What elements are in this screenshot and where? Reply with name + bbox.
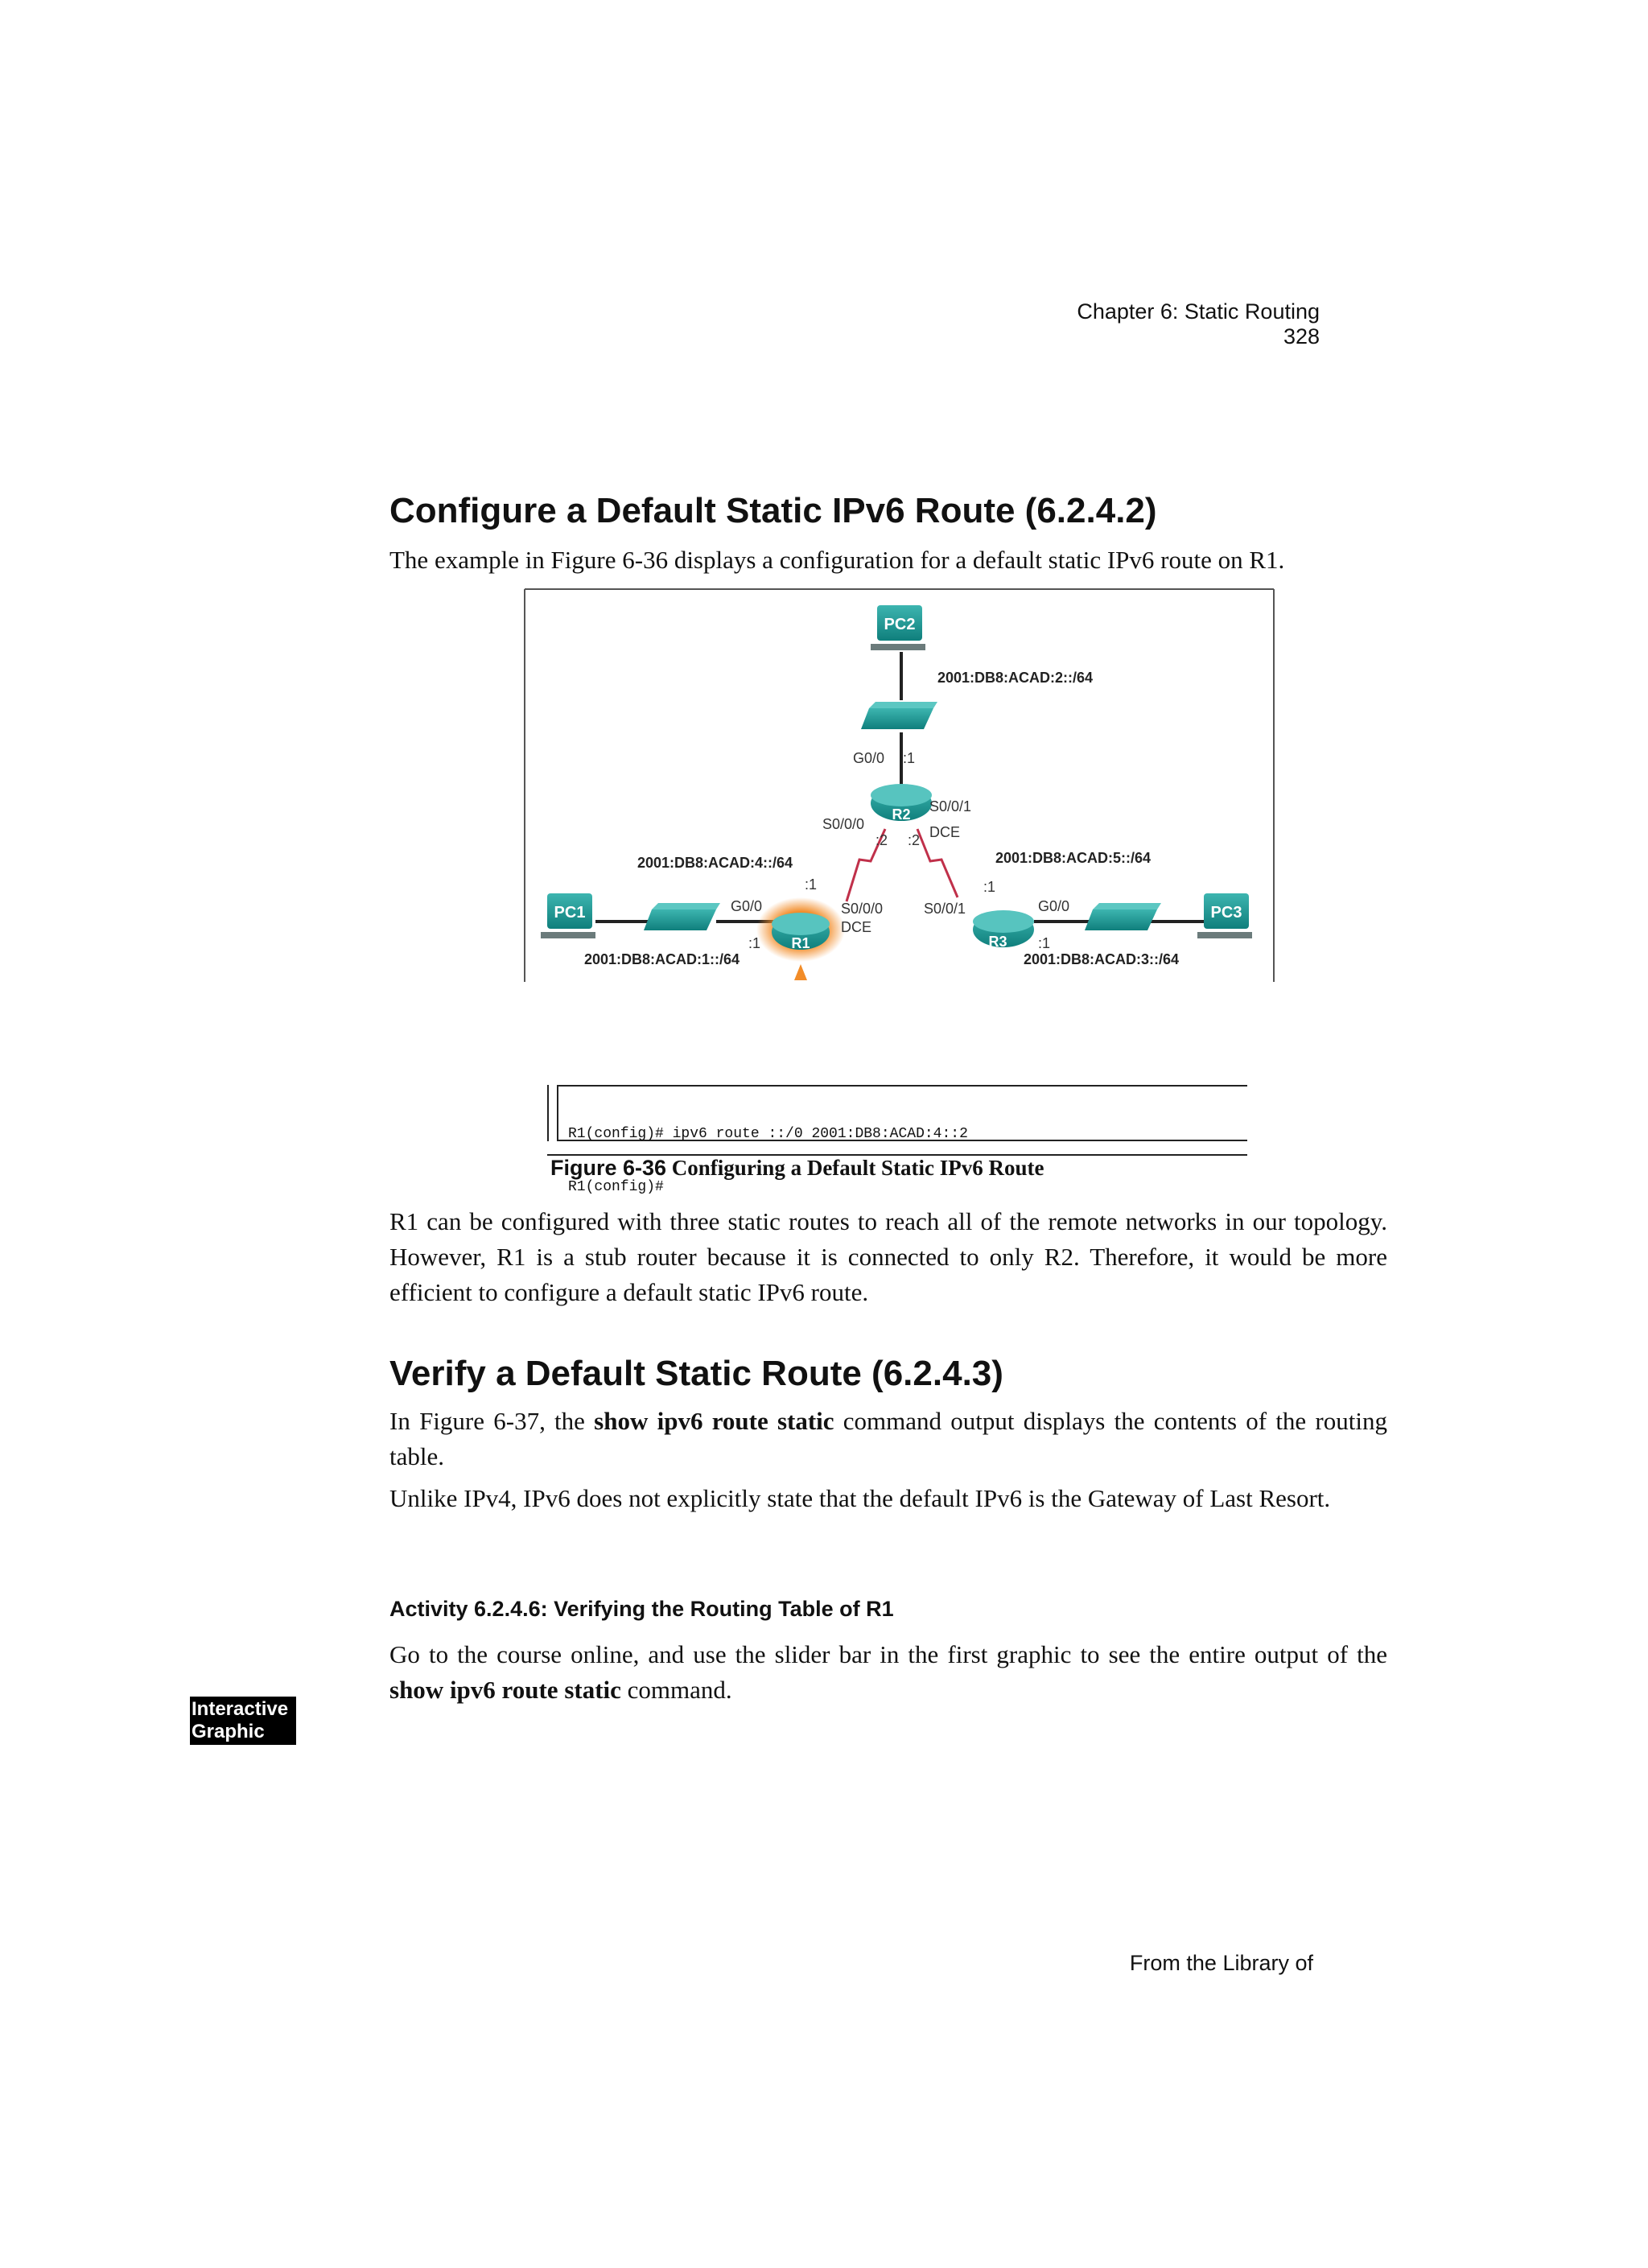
pc1-icon xyxy=(541,893,595,938)
r2-g00-host: :1 xyxy=(903,750,916,766)
net5-label: 2001:DB8:ACAD:5::/64 xyxy=(995,850,1152,866)
r1-label: R1 xyxy=(791,935,810,951)
section-intro: The example in Figure 6-36 displays a configuration for a default static IPv6 route on R1. xyxy=(389,546,1285,574)
cli-line: R1(config)# ipv6 route ::/0 2001:DB8:ACAD:4::2 xyxy=(568,1126,968,1142)
r1-dce-label: DCE xyxy=(841,919,872,935)
r2-dce-label: DCE xyxy=(929,824,961,840)
r1-s000-label: S0/0/0 xyxy=(841,901,884,917)
section-body: R1 can be configured with three static routes to reach all of the remote networks in our topology. However, R1 is a stub router because it is connected to only R2. Therefore, it would be more efficient to configure a default static IPv6 route. xyxy=(389,1207,1387,1306)
switch-right-icon xyxy=(1085,903,1161,930)
pc3-icon xyxy=(1197,893,1252,938)
interactive-graphic-badge: Interactive Graphic xyxy=(190,1697,296,1745)
r1-g00-label: G0/0 xyxy=(731,898,763,914)
r3-g00-host: :1 xyxy=(1038,935,1051,951)
pc2-icon xyxy=(871,605,925,650)
r3-g00-label: G0/0 xyxy=(1038,898,1070,914)
r3-s001-host: :1 xyxy=(983,879,996,895)
r1-s000-host: :1 xyxy=(805,876,818,893)
r3-label: R3 xyxy=(988,934,1007,950)
section-heading-configure: Configure a Default Static IPv6 Route (6.2.4.2) xyxy=(389,491,1157,530)
r1-pointer-arrow xyxy=(794,964,807,980)
running-head: Chapter 6: Static Routing 328 xyxy=(1077,299,1320,348)
r3-s001-label: S0/0/1 xyxy=(924,901,966,917)
net2-label: 2001:DB8:ACAD:2::/64 xyxy=(937,670,1094,686)
topology-diagram xyxy=(523,588,1275,982)
r2-s000-label: S0/0/0 xyxy=(822,816,865,832)
pc2-label: PC2 xyxy=(884,616,916,633)
cli-line: R1(config)# xyxy=(568,1179,664,1195)
network-topology-figure xyxy=(523,588,1275,982)
activity-title: Activity 6.2.4.6: Verifying the Routing Table of R1 xyxy=(389,1597,894,1621)
command-name: show ipv6 route static xyxy=(389,1676,621,1704)
r2-s000-host: :2 xyxy=(876,832,888,848)
switch-left-icon xyxy=(644,903,720,930)
section-heading-verify: Verify a Default Static Route (6.2.4.3) xyxy=(389,1354,1003,1393)
footer-text: From the Library of xyxy=(1129,1951,1313,1975)
r2-label: R2 xyxy=(892,806,911,823)
figure-title: Configuring a Default Static IPv6 Route xyxy=(671,1156,1044,1180)
activity-body: Go to the course online, and use the slider bar in the first graphic to see the entire output of the show ipv6 route static command. xyxy=(389,1640,1387,1704)
switch-top-icon xyxy=(861,702,937,729)
r1-g00-host: :1 xyxy=(748,935,761,951)
figure-number: Figure 6-36 xyxy=(550,1156,667,1180)
pc1-label: PC1 xyxy=(554,904,586,922)
figure-caption xyxy=(550,1156,1044,1181)
r2-g00-label: G0/0 xyxy=(853,750,885,766)
net1-label: 2001:DB8:ACAD:1::/64 xyxy=(584,951,740,967)
command-name: show ipv6 route static xyxy=(594,1407,834,1435)
r1-router-icon xyxy=(756,897,845,962)
net3-label: 2001:DB8:ACAD:3::/64 xyxy=(1024,951,1180,967)
r3-router-icon xyxy=(973,910,1034,950)
pc3-label: PC3 xyxy=(1210,904,1242,922)
r2-router-icon xyxy=(871,784,932,823)
net4-label: 2001:DB8:ACAD:4::/64 xyxy=(637,855,793,871)
r2-s001-label: S0/0/1 xyxy=(929,798,972,814)
r2-s001-host: :2 xyxy=(908,832,921,848)
verify-paragraph-2: Unlike IPv4, IPv6 does not explicitly state that the default IPv6 is the Gateway of Last Resort. xyxy=(389,1484,1331,1512)
verify-paragraph-1: In Figure 6-37, the show ipv6 route static command output displays the contents of the routing table. xyxy=(389,1407,1387,1470)
